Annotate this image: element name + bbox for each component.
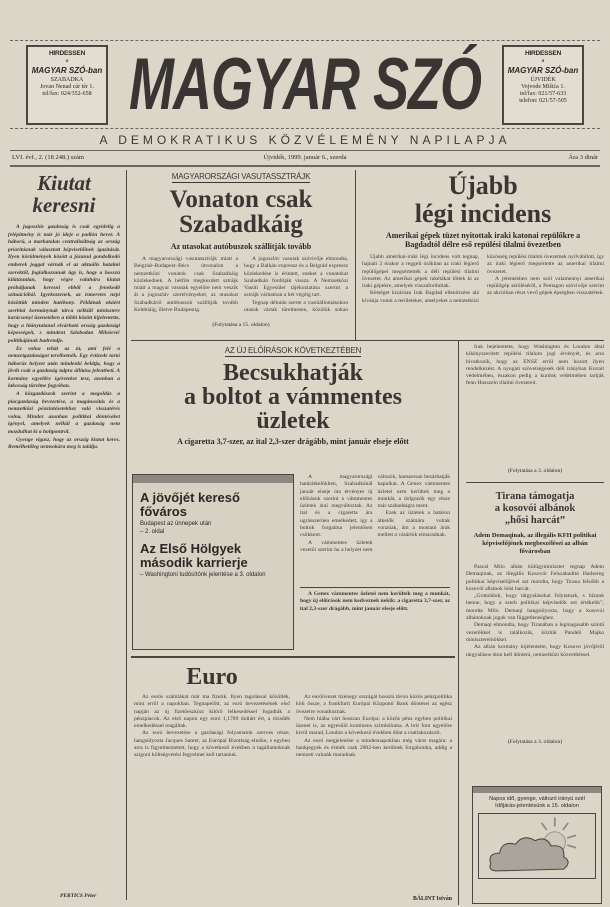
article-body: Az eurós számlákat már ma fizetik. Ilyen tagolással közölték, mint erről a napokban. Tegnapelőtt, az euró bevezetésének első napján az új fizetőeszközt kitörő lelkesedéssel fogadták a pénzpiacok. Az első napon egy euró 1,1789 dollárt ért, a tőzsdék emelkedéssel reagáltak. Az euró bevezetése a gazdasági folyamatok szerves része, hangsúlyozta Jacques Santer, az Európai Bizottság elnöke, s egyben arra is figyelmeztetett, hogy a következő években a tagállamoknak szigorú költségvetési fegyelmet kell tartaniuk. Az euróövezet tizenegy országát hosszú távon közös pénzpolitika köti össze, a frankfurti Európai Központi Bank döntései az egész övezetre vonatkoznak. Nem hiába várt hosszan Európa: a közös pénz egyben politikai üzenet is, az egyesülő kontinens szimbóluma. A brit font egyelőre kívül marad, London a következő években dönt a csatlakozásról. Az euró megjelenése a mindennapokban még várat magára: a bankjegyek és érmék csak 2002-ben kerülnek forgalomba, addig a nemzeti valuták maradnak. xyxy=(134,694,452,759)
headline: Tirana támogatja a kosovói albánok „hősi harcát” xyxy=(494,491,576,526)
headline: Újabb légi incidens xyxy=(414,171,552,228)
promo-box xyxy=(132,474,294,650)
promo-sub: Budapest az ünnepek után xyxy=(140,521,212,527)
ad-text: a xyxy=(541,57,545,64)
continued-note[interactable]: (Folytatása a 15. oldalon) xyxy=(212,322,270,328)
article-kiutat xyxy=(8,172,120,878)
ad-heading: HIRDESSEN xyxy=(48,50,86,57)
article-body: Újabb amerikai-iraki légi incidens volt tegnap, hajnali 3 órakor a reggeli órákban az iraki légierő repülőgépei megsértették a déli repülési tilalmi övezetet. Az amerikai gépek rakétákat lőttek ki az iraki gépekre, amelyek visszafordultak. Kétséget kizáróan Irak Bagdad ellenőrzése alá kívánja vonni a területeket, amelyeket a nemzetközi közösség repülési tilalmi övezetnek nyilvánított, így az iraki légierő megsértette az amerikai tilalmi övezetet. A jelentésben nem szól valamennyi amerikai repülőgép sérüléséről, a Pentagon szóvivője szerint az akcióban részt vevő gépek épségben visszatértek. xyxy=(362,254,604,304)
weather-bar xyxy=(473,787,601,793)
sun-behind-cloud-icon xyxy=(478,813,596,879)
weather-box xyxy=(472,786,602,904)
weather-forecast: Napos idő, gyenge, változó irányú szél xyxy=(489,796,585,802)
article-euro xyxy=(134,662,452,902)
continued-note[interactable]: (Folytatása a 3. oldalon) xyxy=(507,739,563,745)
ad-city: SZABADKA xyxy=(50,76,84,83)
ad-city: ÚJVIDÉK xyxy=(530,76,556,83)
article-body: Irak bejelentette, hogy Washington és London által kikényszerített repülési tilalom jogi érvényét, és arra hivatkozik, hogy az ENSZ erről nem hozott ilyen rendelkezést. A nyugati szövetségesek déli irányban Kuvait védelmében, északon pedig a kurdok védelmében tartják fenn Husszein tilalmi övezeteit. xyxy=(466,344,604,387)
article-vonaton xyxy=(134,172,348,328)
divider xyxy=(131,656,455,658)
tagline: A DEMOKRATIKUS KÖZVÉLEMÉNY NAPILAPJA xyxy=(99,133,511,147)
ad-text: a xyxy=(65,57,69,64)
article-tirana xyxy=(466,482,604,745)
divider xyxy=(10,150,600,151)
headline: Kiutat keresni xyxy=(32,171,96,217)
promo-title[interactable]: Az Első Hölgyek második karrierje xyxy=(140,541,248,570)
kicker: AZ ÚJ ELŐÍRÁSOK KÖVETKEZTÉBEN xyxy=(224,346,362,355)
deck: A cigaretta 3,7-szer, az ital 2,3-szer drágább, mint január elseje előtt xyxy=(177,437,409,446)
ad-address: Vojvode Mišića 1. xyxy=(521,83,565,90)
ad-box-right xyxy=(502,45,584,125)
weather-reference[interactable]: Időjárás-jelentésünk a 15. oldalon xyxy=(495,802,579,809)
date: Újvidék, 1999. január 6., szerda xyxy=(263,154,347,161)
article-incidens-cont xyxy=(466,344,604,474)
ad-phone: tel/fax: 021/57-633 xyxy=(519,90,567,97)
divider xyxy=(10,165,600,167)
ad-logo: MAGYAR SZÓ-ban xyxy=(31,65,103,75)
article-body: A magyarországi vasutassztrájk miatt a Belgrád–Budapest–Bécs útvonalon a nemzetközi vonatok csak Szabadkáig közlekednek. A hétfőn megkezdett sztrájk miatt a magyar vasutak egyelőre nem veszik át a jugoszláv szerelvényeket, az utasokat Szabadkáról autóbuszok szállítják tovább Kelebiáig, illetve Budapestig. A jugoszláv vasutak szóvivője elmondta, hogy a Balkán expressz és a Belgrád expressz közlekedése is érintett, ezeket a vonatokat Szabadkán fordítják vissza. A Nemzetközi Vasúti Egyesület tájékoztatása szerint a sztrájk várhatóan a hét végéig tart. Tegnap délután szerte a vasútállomásokon utasok vártak türelmesen, közülük sokan xyxy=(134,256,348,314)
ad-phone: telefon: 021/57-505 xyxy=(519,98,567,105)
column-rule xyxy=(458,340,459,905)
ad-heading: HIRDESSEN xyxy=(524,50,562,57)
pull-quote: A Genex vámmentes üzletei nem kerülték meg a munkát, hogy új előírások nem kedveznek nekik: a cigaretta 3,7-szer, az ital 2,3-szer drágább, mint január elseje előtt. xyxy=(300,587,450,651)
ad-address: Jovan Nenad cár tér 1. xyxy=(40,83,94,90)
divider xyxy=(10,40,600,41)
divider xyxy=(10,128,600,129)
headline: Vonaton csak Szabadkáig xyxy=(169,186,313,238)
headline: Euro xyxy=(186,664,238,690)
promo-bar xyxy=(133,475,293,483)
column-rule xyxy=(355,170,356,340)
article-body: Pascal Milo albán külügyminiszter tegnap Adem Demaqinak, az illegális Kosovói Felszabadító Hadsereg politikai képviselőjével azt mondta, hogy Tirana felsőbb a kosovói albánok hősi harcát. „Gratulálok, hogy tárgyalásokat folytatnak, s bízunk benne, hogy a szerb politikai képviselők ezt értékelik”, mondta Milo. Demaqi hangsúlyozta, hogy a kosovói albánoknak joguk van függetlenséghez. Demaqi elmondta, hogy Tiranában a legmagasabb szintű vezetőkkel is találkozik, köztük Pandeli Majko miniszterelnökkel. Az albán kormány kijelentette, hogy Kosovo jövőjéről tárgyalásos úton kell dönteni, nemzetközi közvetítéssel. xyxy=(466,564,604,658)
divider xyxy=(131,340,604,341)
promo-sub: – Washingtoni tudósítónk jelentése a 3. oldalon xyxy=(140,572,266,578)
article-becsuk xyxy=(134,346,452,446)
article-body: A magyarországi határátkelőkben, Szabadkánál január elseje óta érvényes új előírások szerint a vámmentes üzletek árai megváltoztak. Az ital és a cigaretta ára ugrásszerűen emelkedett, így a boltok forgalma jelentősen csökkent. A vámmentes üzletek vezetői szerint ha a helyzet nem változik, hamarosan bezárhatják kapuikat. A Genex vámmentes üzletei nem kerültek meg a munkát, a dolgozók egy része már szabadságra ment. Ezek az üzletek a határon átkelők számára voltak vonzóak, ám a mostani árak mellett a vásárlók elmaradnak. xyxy=(300,474,450,553)
kicker: MAGYARORSZÁGI VASUTASSZTRÁJK xyxy=(171,172,311,181)
column-rule xyxy=(126,170,127,900)
price: Ára 3 dinár xyxy=(568,154,598,161)
deck: Amerikai gépek tüzet nyitottak iraki katonai repülőkre a Bagdadtól délre eső repülési tilalmi övezetben xyxy=(385,231,581,249)
promo-page: – 2. oldal xyxy=(140,528,165,535)
ad-box-left xyxy=(26,45,108,125)
ad-phone: tel/fax: 024/352-658 xyxy=(42,90,92,97)
issue-number: LVI. évf., 2. (18 248.) szám xyxy=(12,154,84,161)
deck: Adem Demaqinak, az illegális KFH politikai képviselőjének megbeszélései az albán fővárosban xyxy=(473,532,597,555)
author: BÁLINT István xyxy=(412,896,452,902)
newspaper-title: MAGYAR SZÓ xyxy=(129,44,481,125)
continued-note[interactable]: (Folytatása a 3. oldalon) xyxy=(507,468,563,474)
article-incidens xyxy=(362,172,604,319)
promo-title[interactable]: A jövőjét kereső főváros xyxy=(140,490,240,519)
deck: Az utasokat autóbuszok szállítják tovább xyxy=(170,242,312,251)
headline: Becsukhatják a boltot a vámmentes üzletek xyxy=(184,360,402,434)
article-body: A jugoszláv gazdaság is csak egyideilg a felépítmény is már jó ideje a padlón hever. A háború, a markatalan centralizáltság az ország prioritásnak választott képviselőinek igazítását. Ilyen körülmények között a józanul gondolkodó emberek joggal várnák el az aktuális hatalmi szerektől, foglalkozzanak ügy is, hogy a hosszú kilátástalan, hogy végre valahára kiutat próbáljanak keresni ebből a fenekedő szituációból. Igyekezzenek, az ismeretes népi közöttük minden hatékony. Példának okáért szerbiai kormánynak tárca nélküli minisztere karácsonyi üzenetében a többi között kijelentette, hogy a hiánytalanul elvárható ország gazdasági képességeit, s mindent Szlobodan Milošević politikájának hadrendje. Ez volna tehát az út, ami felé a nemzetgazdaságot terelhetnék. Egy évtizede tartó háborús helyzet után mindenki belátja, hogy a jövőt csak a gazdaság talpra állítása jelentheti. A kormány egyelőre ígéreteket tesz, azonban a lakosság türelme fogyóban. A közgazdászok szerint a megoldás a piacgazdaság bevezetése, a magánosítás és a nemzetközi pénzintézetekhez való visszatérés volna. Mindez azonban politikai döntéseket igényel, amelyek nélkül a gazdaság nem mozdulhat ki a holtpontról. Gyenge vigasz, hogy az ország kiutat keres. Remélhetőleg nemsokára meg is találja. xyxy=(8,224,120,451)
author: PERTICS Péter xyxy=(60,893,97,899)
ad-logo: MAGYAR SZÓ-ban xyxy=(507,65,579,75)
